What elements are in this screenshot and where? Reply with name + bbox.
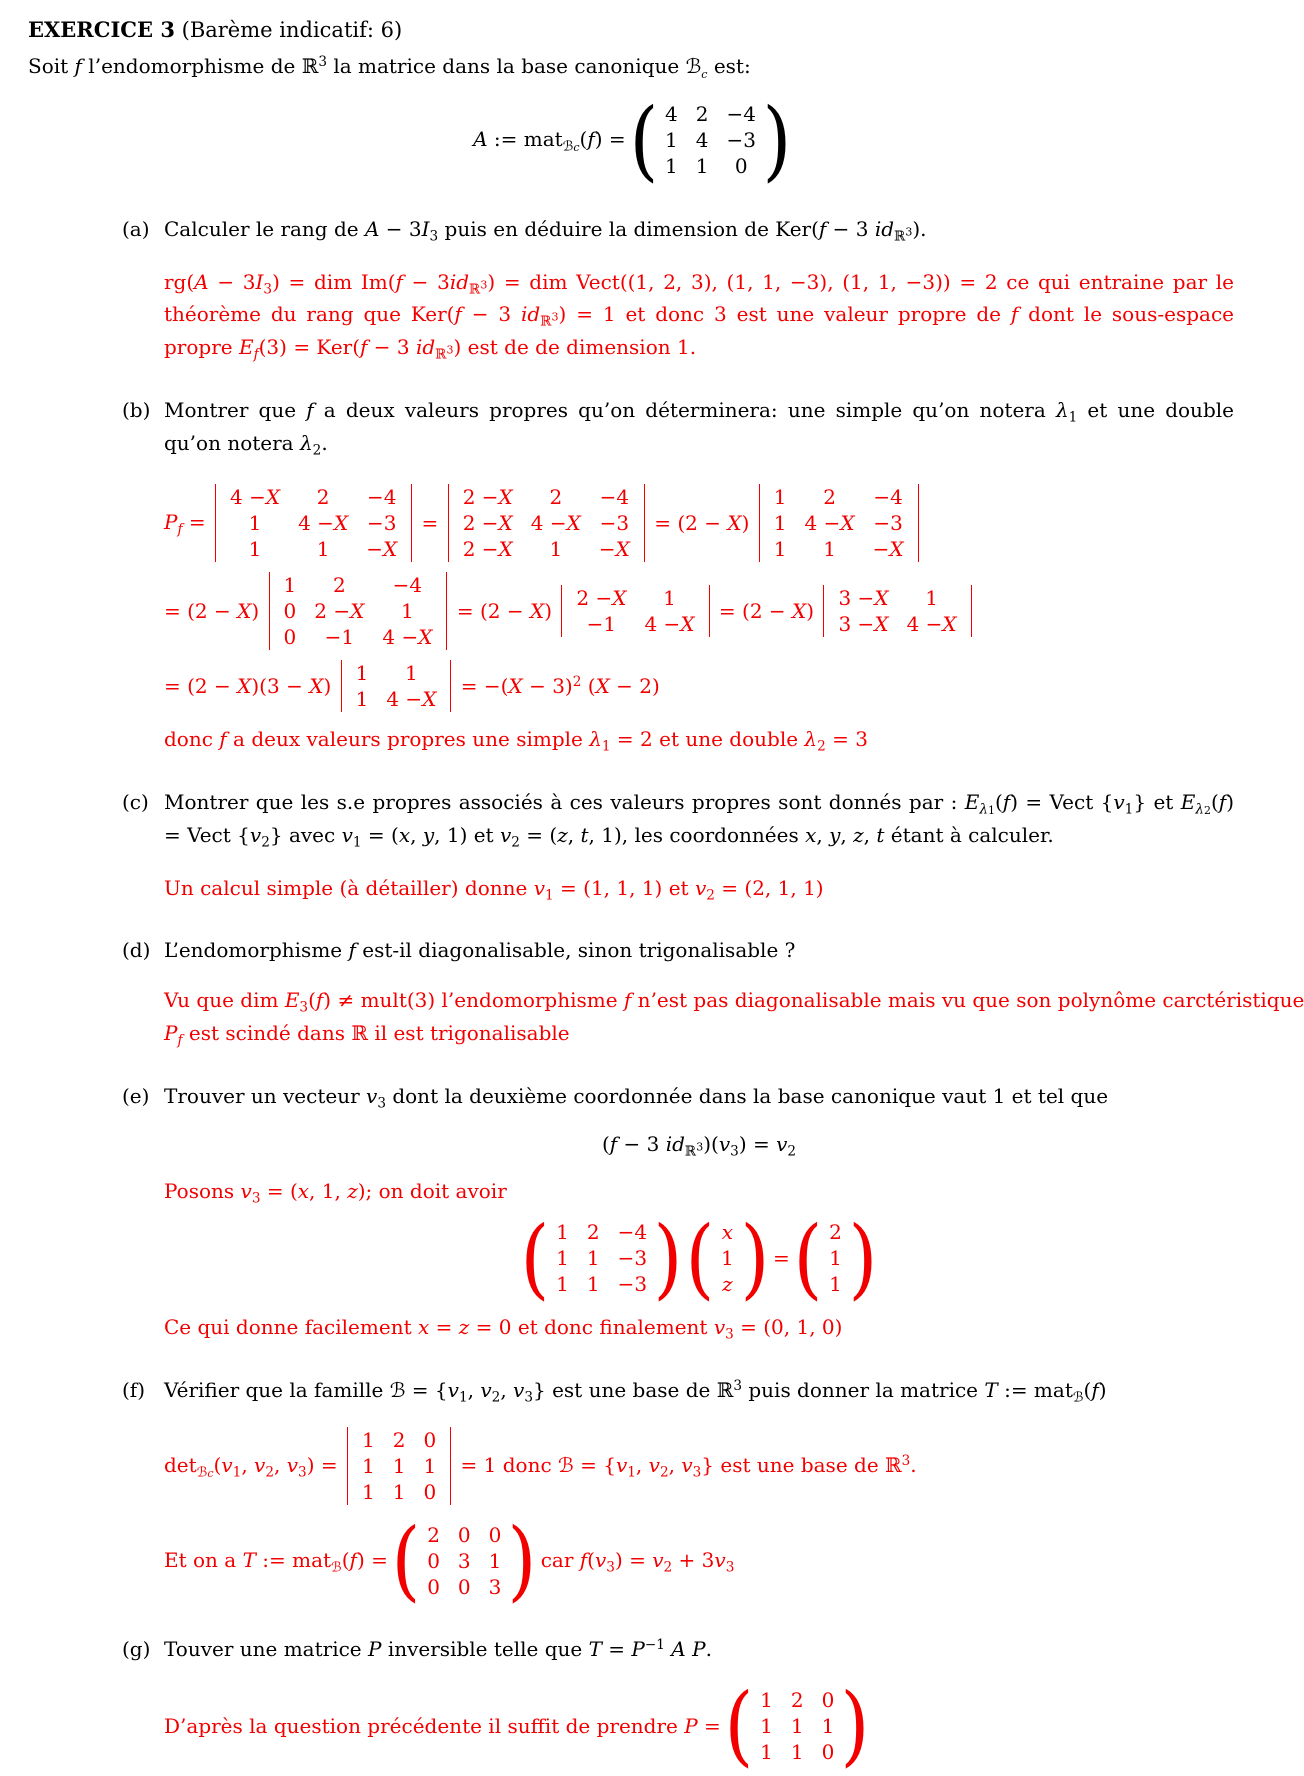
system-matrix: ( 1 2 −4 1 1 −3 1 1 −3 ) [520, 1206, 683, 1309]
pf-determinant-6: 3 − X 1 3 − X 4 − X [820, 585, 974, 637]
factor-2-minus-x: = (2 − X) [647, 511, 756, 536]
answer-d-line-2: $P_f$ est scindé dans ℝ il est trigonalisable [164, 1021, 570, 1049]
item-g-body [164, 1634, 1234, 1776]
matrix-T-justification: car $f(v_3) = v_2 + 3v_3$ [534, 1547, 735, 1575]
item-e-body [164, 1081, 1234, 1345]
matrix-T: ( 2 0 0 0 3 1 0 0 3 ) [391, 1509, 537, 1612]
answer-a-text: $rg(A - 3I_3)$ = dim $Im(f - 3id_ℝ3)$ = dim Vect((1, 2, 3), (1, 1, −3), (1, 1, −3)) = 2 ce qui entraine par le théorème du rang que Ker(f − 3 $id_ℝ3) = 1$ et donc 3 est une valeur propre de f dont le sous-espace propre $E_f(3) = Ker(f - 3$ $id_ℝ3$) est de de dimension 1. [164, 269, 1235, 363]
matrix-T-line [164, 1509, 1234, 1612]
answer-b-conclusion: donc f a deux valeurs propres une simple $\lambda_1 = 2$ et une double $\lambda_2 = 3$ [164, 727, 868, 755]
item-c-body [164, 787, 1234, 905]
factor-2x-3x: = (2 − X)(3 − X) [164, 674, 338, 699]
factor-2-minus-x: = (2 − X) [712, 599, 821, 624]
item-a-label: (a) [122, 216, 150, 241]
pf-determinant-3: 1 2 −4 1 4 − X −3 1 1 − X [756, 484, 922, 562]
unknown-vector: ( x 1 z ) [685, 1206, 770, 1309]
pf-determinant-1: 4 − X 2 −4 1 4 − X −3 1 1 − X [212, 484, 415, 562]
condition-equation [164, 1129, 1234, 1162]
pf-determinant-2: 2 − X 2 −4 2 − X 4 − X −3 2 − X 1 − X [445, 484, 648, 562]
question-a-text: Calculer le rang de $A - 3I_3$ puis en déduire la dimension de Ker(f − 3 $id_ℝ3$). [164, 216, 927, 245]
matrix-P-line [164, 1674, 1234, 1776]
item-d-label: (d) [122, 938, 151, 963]
det-basis-lhs: $\det_{ℬc}(v_1$, $v_2$, $v_3$) = [164, 1453, 344, 1481]
answer-e-intro: Posons $v_3 = (x$, 1, z); on doit avoir [164, 1179, 507, 1207]
equals-sign: = [766, 1246, 797, 1271]
matrix-A-lhs: A := mat$_{ℬc}$(f) = [473, 127, 633, 155]
item-e [28, 1081, 1234, 1345]
pf-determinant-5: 2 − X 1 −1 4 − X [558, 585, 712, 637]
item-a [28, 214, 1234, 365]
answer-c-text: Un calcul simple (à détailler) donne $v_1 = (1$, 1, 1) et $v_2 = (2$, 1, 1) [164, 875, 824, 903]
item-b-label: (b) [122, 397, 151, 422]
item-g [28, 1634, 1234, 1776]
equals-sign: = [415, 511, 445, 536]
item-d-body [164, 935, 1304, 1050]
det-basis-line [164, 1427, 1234, 1505]
system-equation [164, 1206, 1234, 1309]
result-vector: ( 2 1 1 ) [793, 1206, 878, 1309]
item-d [28, 935, 1304, 1050]
factor-2-minus-x: = (2 − X) [450, 599, 559, 624]
question-g-text: Touver une matrice P inversible telle que $T = P^{-1}$ A P. [164, 1637, 712, 1662]
det-basis-conclusion: = 1 donc ℬ = {$v_1$, $v_2$, $v_3$} est une base de ℝ$^3$. [454, 1453, 917, 1481]
matrix-A-equation [28, 88, 1234, 191]
exercise-title-bold: EXERCICE 3 [28, 17, 175, 42]
item-f-label: (f) [122, 1377, 146, 1402]
matrix-P: ( 1 2 0 1 1 1 1 1 0 ) [724, 1674, 870, 1776]
question-list [28, 214, 1304, 1776]
pf-determinant-4: 1 2 −4 0 2 − X 1 0 −1 4 − X [266, 572, 451, 650]
item-b-body [164, 395, 1234, 757]
question-d-text: L’endomorphisme f est-il diagonalisable, sinon trigonalisable ? [164, 938, 796, 963]
pf-determinant-7: 1 1 1 4 − X [338, 660, 455, 712]
answer-e-conclusion: Ce qui donne facilement x = z = 0 et donc finalement $v_3 = (0$, 1, 0) [164, 1314, 843, 1343]
item-b [28, 395, 1234, 757]
pf-line-2 [164, 572, 1234, 650]
item-g-label: (g) [122, 1637, 151, 1662]
item-f-body [164, 1375, 1234, 1612]
pf-result: = $-(X - 3)^2$ (X − 2) [454, 674, 660, 699]
pf-line-3 [164, 660, 1234, 712]
question-e-text: Trouver un vecteur $v_3$ dont la deuxième coordonnée dans la base canonique vaut 1 et tel que [164, 1083, 1109, 1112]
item-e-label: (e) [122, 1083, 150, 1108]
intro-text: Soit f l’endomorphisme de ℝ$^3$ la matrice dans la base canonique ℬ$_c$ est: [28, 53, 751, 81]
question-b-text: Montrer que f a deux valeurs propres qu’on déterminera: une simple qu’on notera $\lambda_1$ et une double qu’on notera $\lambda_2$. [164, 397, 1234, 458]
matrix-A: ( 4 2 −4 1 4 −3 1 1 0 ) [629, 88, 792, 191]
answer-d-text [164, 985, 1304, 1050]
pf-lhs: $P_f$ = [164, 509, 212, 538]
pf-line-1 [164, 484, 1234, 562]
answer-d-line-1: Vu que dim $E_3(f)$ ≠ mult(3) l’endomorphisme f n’est pas diagonalisable mais vu que son polynôme carctéristique [164, 988, 1304, 1016]
item-a-body [164, 214, 1234, 365]
basis-determinant: 1 2 0 1 1 1 1 1 0 [344, 1427, 454, 1505]
condition-equation-text: (f − 3 $id_ℝ3)(v_3) = v_2$ [601, 1132, 797, 1160]
item-c-label: (c) [122, 790, 149, 815]
question-f-text: Vérifier que la famille ℬ = {$v_1$, $v_2$, $v_3$} est une base de ℝ$^3$ puis donner la matrice T := mat$_ℬ$(f) [164, 1377, 1107, 1406]
item-c [28, 787, 1234, 905]
item-f [28, 1375, 1234, 1612]
exercise-title [28, 14, 1234, 47]
exercise-title-rest: (Barème indicatif: 6) [174, 18, 403, 42]
matrix-T-lhs: Et on a T := mat$_ℬ$(f) = [164, 1547, 395, 1575]
question-c-text: Montrer que les s.e propres associés à ces valeurs propres sont donnés par : $E_{\lambda 1}(f)$ = Vect $\{v_1\}$ et $E_{\lambda 2}(f)$ = Vect $\{v_2\}$ avec $v_1 = (x$, y, 1) et $v_2 = (z$, t, 1), les coordonnées x, y, z, t étant à calculer. [164, 790, 1234, 851]
matrix-P-lhs: D’après la question précédente il suffit de prendre P = [164, 1713, 728, 1738]
factor-2-minus-x: = (2 − X) [164, 599, 266, 624]
